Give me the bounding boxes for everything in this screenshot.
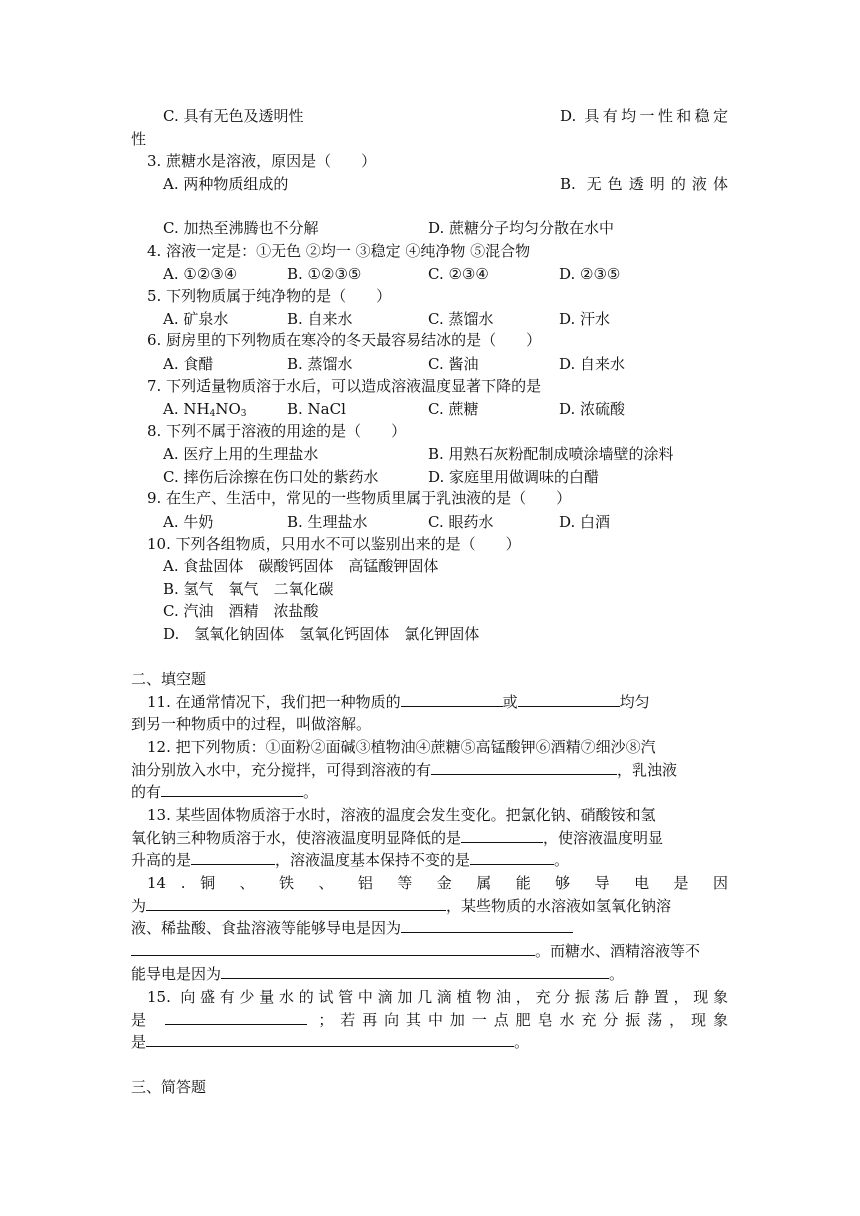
q14-line-4: 。而糖水、酒精溶液等不 [131, 941, 700, 961]
q6-option-a: A. 食醋 [163, 355, 214, 373]
q9-option-d: D. 白酒 [559, 513, 611, 531]
q6-option-c: C. 酱油 [428, 355, 479, 373]
q9-stem: 9. 在生产、生活中，常见的一些物质里属于乳浊液的是（ ） [147, 489, 572, 507]
q5-option-a: A. 矿泉水 [163, 310, 229, 328]
section-fill-title: 二、填空题 [131, 670, 207, 688]
q5-option-c: C. 蒸馏水 [428, 310, 494, 328]
q7-option-a: A. $NH_4NO_3$ [163, 400, 247, 419]
q15-blank-1[interactable] [165, 1010, 307, 1025]
q2-option-c: C. 具有无色及透明性 [163, 107, 304, 125]
q8-option-c: C. 摔伤后涂擦在伤口处的紫药水 [163, 468, 379, 486]
section-short-answer-title: 三、简答题 [131, 1078, 207, 1096]
q9-option-a: A. 牛奶 [163, 513, 214, 531]
q13-blank-1[interactable] [461, 828, 543, 843]
q4-option-d: D. ②③⑤ [559, 265, 621, 283]
q15-line-1: 15. 向盛有少量水的试管中滴加几滴植物油，充分振荡后静置，现象 [147, 988, 728, 1006]
q7-stem: 7. 下列适量物质溶于水后，可以造成溶液温度显著下降的是 [147, 377, 542, 395]
q9-option-c: C. 眼药水 [428, 513, 494, 531]
q14-blank-2-continued[interactable] [131, 941, 535, 956]
q12-blank-emulsion[interactable] [161, 782, 303, 797]
q11-blank-2[interactable] [518, 692, 620, 707]
q5-option-d: D. 汗水 [559, 310, 611, 328]
q9-option-b: B. 生理盐水 [287, 513, 368, 531]
q3-option-c: C. 加热至沸腾也不分解 [163, 219, 319, 237]
q8-option-a: A. 医疗上用的生理盐水 [163, 445, 319, 463]
q4-stem: 4. 溶液一定是：①无色 ②均一 ③稳定 ④纯净物 ⑤混合物 [147, 242, 531, 260]
q11-line-1: 11. 在通常情况下，我们把一种物质的 或 均匀 [147, 693, 650, 711]
q14-line-5: 能导电是因为 。 [131, 965, 625, 983]
q13-line-2: 氧化钠三种物质溶于水，使溶液温度明显降低的是 ，使溶液温度明显 [131, 829, 664, 847]
q14-line-2: 为 ，某些物质的水溶液如氢氧化钠溶 [131, 897, 672, 915]
q2-option-d: D. 具有均一性和稳定 [560, 107, 728, 125]
q11-blank-1[interactable] [401, 692, 503, 707]
q11-line-2: 到另一种物质中的过程，叫做溶解。 [131, 715, 372, 733]
q8-stem: 8. 下列不属于溶液的用途的是（ ） [147, 422, 407, 440]
q10-option-c: C. 汽油 酒精 浓盐酸 [163, 602, 319, 620]
q7-option-d: D. 浓硫酸 [559, 400, 626, 418]
q14-line-1: 14 . 铜 、 铁 、 铝 等 金 属 能 够 导 电 是 因 [147, 874, 728, 892]
q3-option-a: A. 两种物质组成的 [163, 175, 289, 193]
q8-option-d: D. 家庭里用做调味的白醋 [428, 468, 600, 486]
q13-blank-3[interactable] [470, 850, 554, 865]
q4-option-a: A. ①②③④ [163, 265, 238, 283]
q10-option-b: B. 氢气 氧气 二氧化碳 [163, 580, 334, 598]
q14-blank-2[interactable] [401, 918, 573, 933]
q12-line-3: 的有 。 [131, 783, 319, 801]
q3-option-b: B. 无色透明的液体 [560, 175, 728, 193]
q3-stem: 3. 蔗糖水是溶液，原因是（ ） [147, 152, 377, 170]
q6-stem: 6. 厨房里的下列物质在寒冷的冬天最容易结冰的是（ ） [147, 331, 542, 349]
q10-stem: 10. 下列各组物质，只用水不可以鉴别出来的是（ ） [147, 535, 521, 553]
q5-stem: 5. 下列物质属于纯净物的是（ ） [147, 287, 392, 305]
q14-blank-1[interactable] [146, 896, 446, 911]
q10-option-a: A. 食盐固体 碳酸钙固体 高锰酸钾固体 [163, 557, 439, 575]
q6-option-d: D. 自来水 [559, 355, 626, 373]
q14-blank-3[interactable] [221, 964, 609, 979]
q7-option-b: B. NaCl [287, 400, 346, 418]
q12-blank-solution[interactable] [431, 760, 617, 775]
q13-line-3: 升高的是 ，溶液温度基本保持不变的是 。 [131, 851, 570, 869]
q14-line-3: 液、稀盐酸、食盐溶液等能够导电是因为 [131, 918, 573, 938]
q15-blank-2[interactable] [146, 1032, 514, 1047]
q7-option-c: C. 蔗糖 [428, 400, 479, 418]
q2-option-d-continued: 性 [131, 130, 147, 148]
q13-line-1: 13. 某些固体物质溶于水时，溶液的温度会发生变化。把氯化钠、硝酸铵和氢 [147, 806, 656, 824]
q10-option-d: D. 氢氧化钠固体 氢氧化钙固体 氯化钾固体 [163, 625, 480, 643]
q13-blank-2[interactable] [191, 850, 275, 865]
q8-option-b: B. 用熟石灰粉配制成喷涂墙壁的涂料 [428, 445, 674, 463]
q12-line-1: 12. 把下列物质：①面粉②面碱③植物油④蔗糖⑤高锰酸钾⑥酒精⑦细沙⑧汽 [147, 738, 656, 756]
q15-line-3: 是 。 [131, 1033, 530, 1051]
q6-option-b: B. 蒸馏水 [287, 355, 353, 373]
q5-option-b: B. 自来水 [287, 310, 353, 328]
q12-line-2: 油分别放入水中，充分搅拌，可得到溶液的有 ，乳浊液 [131, 761, 678, 779]
q15-line-2: 是 ；若再向其中加一点肥皂水充分振荡，现象 [131, 1011, 728, 1029]
q4-option-c: C. ②③④ [428, 265, 489, 283]
q3-option-d: D. 蔗糖分子均匀分散在水中 [428, 219, 615, 237]
q4-option-b: B. ①②③⑤ [287, 265, 362, 283]
